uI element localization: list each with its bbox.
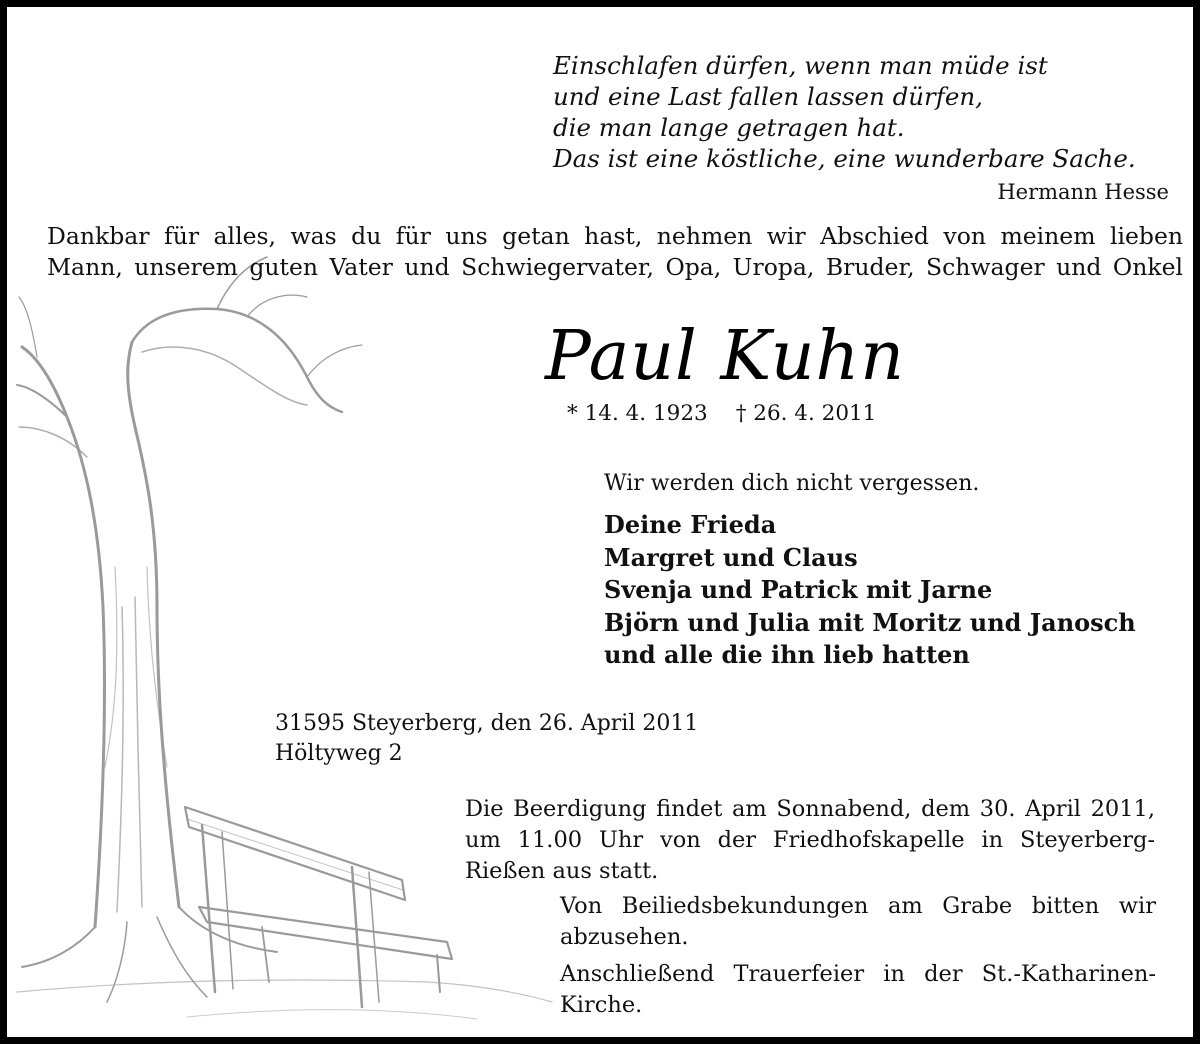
poem-line: und eine Last fallen lassen dürfen, <box>553 82 983 111</box>
death-date: † 26. 4. 2011 <box>735 401 877 426</box>
notes <box>560 891 1156 1021</box>
condolence-line: Von Beiliedsbekundungen am Grabe bitten wir <box>560 893 1156 919</box>
memorial-line: Anschließend Trauerfeier in der St.-Katharinen- <box>560 961 1156 987</box>
family-member: Björn und Julia mit Moritz und Janosch <box>604 607 1136 637</box>
life-dates <box>567 400 876 428</box>
condolence-line: abzusehen. <box>560 924 689 950</box>
intro-line: Dankbar für alles, was du für uns getan hast, nehmen wir Abschied von meinem lieben <box>47 222 1183 250</box>
intro-line: Mann, unserem guten Vater und Schwiegervater, Opa, Uropa, Bruder, Schwager und Onkel <box>47 253 1183 281</box>
street-address: Höltyweg 2 <box>275 741 403 766</box>
memorial-line: Kirche. <box>560 992 643 1018</box>
poem-line: Einschlafen dürfen, wenn man müde ist <box>553 51 1048 80</box>
deceased-name: Paul Kuhn <box>545 317 906 396</box>
funeral-info <box>465 794 1155 887</box>
funeral-line: Die Beerdigung findet am Sonnabend, dem 30. April 2011, <box>465 796 1155 822</box>
family-member: Deine Frieda <box>604 510 777 539</box>
birth-date: * 14. 4. 1923 <box>567 401 708 426</box>
poem-line: die man lange getragen hat. <box>553 113 905 142</box>
family-member: und alle die ihn lieb hatten <box>604 640 970 669</box>
poem <box>553 50 1136 174</box>
place-and-address <box>275 709 698 769</box>
place-date: 31595 Steyerberg, den 26. April 2011 <box>275 711 699 736</box>
funeral-line: um 11.00 Uhr von der Friedhofskapelle in Steyerberg- <box>465 827 1155 853</box>
family-member: Margret und Claus <box>604 542 858 572</box>
family-list <box>604 509 1136 672</box>
remember-text: Wir werden dich nicht vergessen. <box>604 471 980 496</box>
intro-text <box>47 221 1183 283</box>
family-member: Svenja und Patrick mit Jarne <box>604 575 993 604</box>
poem-line: Das ist eine köstliche, eine wunderbare Sache. <box>553 144 1136 173</box>
funeral-line: Rießen aus statt. <box>465 858 659 884</box>
poem-author: Hermann Hesse <box>997 180 1169 204</box>
